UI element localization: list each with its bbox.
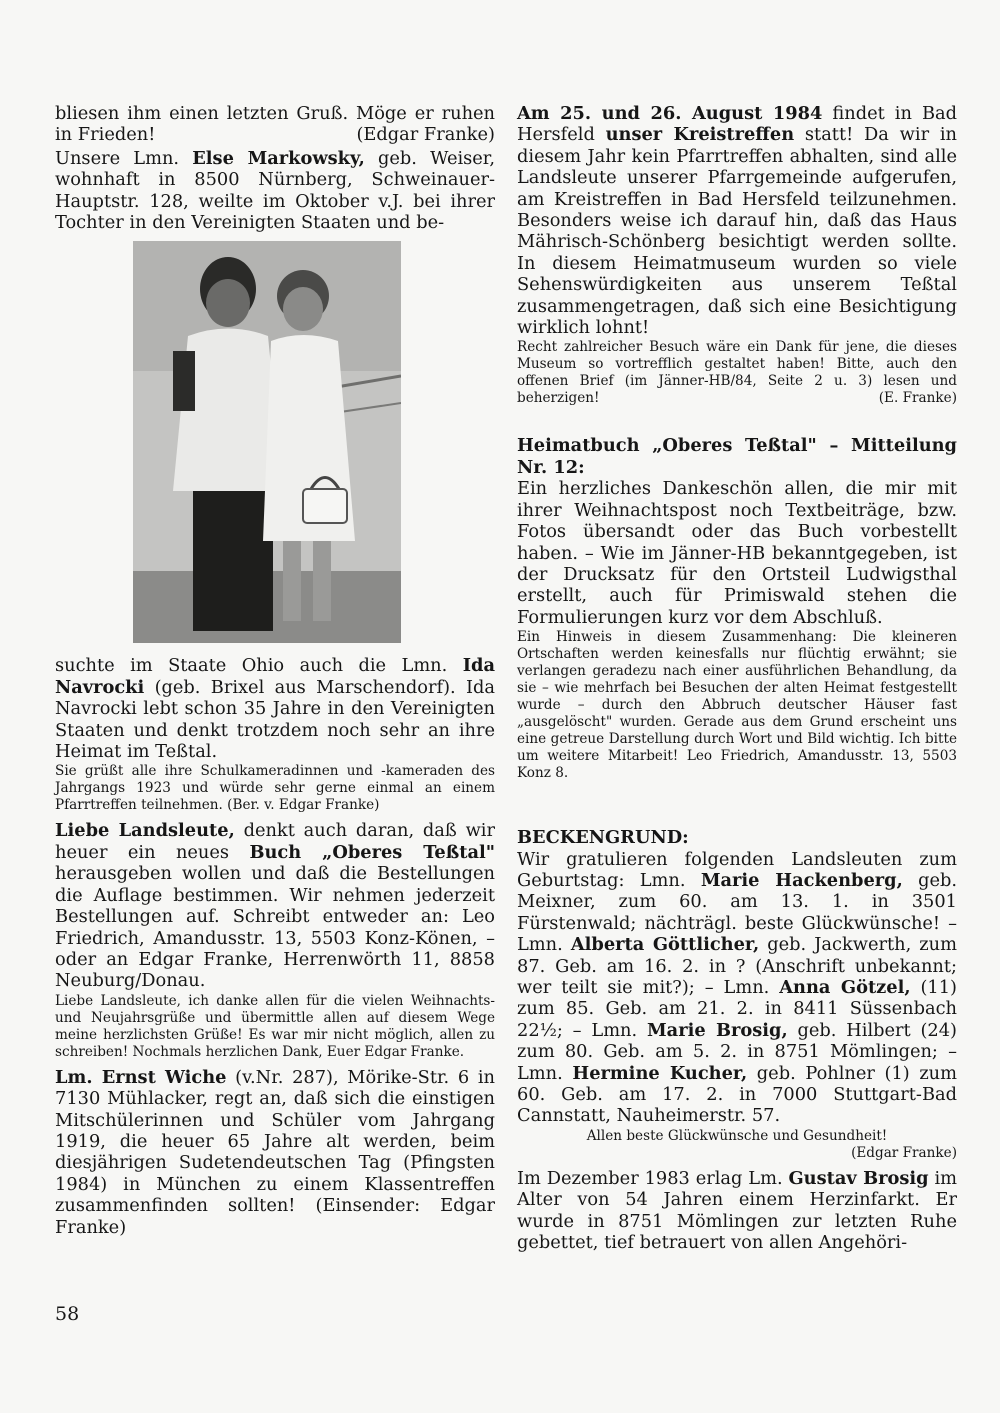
paragraph-thanks: Liebe Landsleute, ich danke allen für die vielen Weihnachts- und Neujahrsgrüße und übermittle allen auf diesem Wege meine herzlichsten Grüße! Es war mir nicht möglich, allen zu schreiben! Nochmals herzlichen Dank, Euer Edgar Franke. [55, 992, 495, 1060]
paragraph-birthdays [517, 849, 957, 1127]
text: denkt auch daran, daß wir heuer ein neues [55, 820, 495, 863]
event: unser Kreistreffen [605, 124, 795, 146]
text: geb. Jackwerth, zum 87. Geb. am 16. 2. in ? (Anschrift unbekannt; wer teilt sie mit?); – Lmn. [517, 934, 957, 998]
page-number: 58 [55, 1303, 80, 1325]
heading-beckengrund: BECKENGRUND: [517, 827, 689, 849]
person-name: Ida Navrocki [55, 655, 495, 698]
heading-heimatbuch: Heimatbuch „Oberes Teßtal" – Mitteilung Nr. 12: [517, 435, 957, 478]
text: (11) zum 85. Geb. am 21. 2. in 8411 Süssenbach 22½; – Lmn. [517, 976, 957, 1041]
person-name: Alberta Göttlicher, [570, 934, 760, 956]
lead: Liebe Landsleute, [55, 820, 235, 842]
signature: (Edgar Franke) [851, 1144, 957, 1161]
text: findet in Bad Hersfeld [517, 103, 957, 146]
paragraph-condolence [55, 103, 495, 146]
person-name: Anna Götzel, [779, 976, 911, 998]
person-name: Hermine Kucher, [572, 1062, 748, 1084]
text: Unsere Lmn. [55, 147, 193, 169]
paragraph-markowsky [55, 148, 495, 234]
paragraph-museum [517, 339, 957, 407]
text: im Alter von 54 Jahren einem Herzinfarkt. Er wurde in 8751 Mömlingen zur letzten Ruhe gebettet, tief betrauert von allen Angehöri- [517, 1167, 958, 1254]
text: (v.Nr. 287), Mörike-Str. 6 in 7130 Mühlacker, regt an, daß sich die einstigen Mitschülerinnen und Schüler vom Jahrgang 1919, die heuer 65 Jahre alt werden, beim diesjährigen Sudetendeutschen Tag (Pfingsten 1984) in München zu einem Klassentreffen zusammenfinden sollten! (Einsender: Edgar Franke) [55, 1066, 495, 1238]
person-name: Gustav Brosig [788, 1167, 929, 1189]
paragraph-kreistreffen [517, 103, 957, 338]
text: geb. Weiser, wohnhaft in 8500 Nürnberg, Schweinauer-Hauptstr. 128, weilte im Oktober v.J. bei ihrer Tochter in den Vereinigten Staaten und be- [55, 147, 495, 234]
person-name: Marie Hackenberg, [700, 869, 903, 891]
person-name: Else Markowsky, [192, 147, 365, 169]
paragraph-heimatbuch: Ein herzliches Dankeschön allen, die mir mit ihrer Weihnachtspost noch Textbeiträge, bzw. Fotos übersandt oder das Buch vorbestellt haben. – Wie im Jänner-HB bekanntgegeben, ist der Drucksatz für den Ortsteil Ludwigsthal erstellt, auch für Primiswald stehen die Formulierungen kurz vor dem Abschluß. [517, 478, 957, 628]
text: suchte im Staate Ohio auch die Lmn. [55, 655, 463, 677]
text: geb. Hilbert (24) zum 80. Geb. am 5. 2. in 8751 Mömlingen; – Lmn. [517, 1019, 957, 1084]
text: (geb. Brixel aus Marschendorf). Ida Navrocki lebt schon 35 Jahre in den Vereinigten Staaten und denkt trotzdem noch sehr an ihre Heimat im Teßtal. [55, 676, 495, 763]
text: statt! Da wir in diesem Jahr kein Pfarrtreffen abhalten, sind alle Landsleute unserer Pfarrgemeinde aufgerufen, am Kreistreffen in Bad Hersfeld teilzunehmen. Besonders weise ich darauf hin, daß das Haus Mährisch-Schönberg besichtigt werden sollte. In diesem Heimatmuseum wurden so viele Sehenswürdigkeiten aus unserem Teßtal zusammengetragen, daß sich eine Besichtigung wirklich lohnt! [517, 124, 958, 339]
paragraph-wishes: Allen beste Glückwünsche und Gesundheit! [586, 1127, 888, 1144]
text: geb. Meixner, zum 60. am 13. 1. in 3501 Fürstenwald; nächträgl. beste Glückwünsche! – Lmn. [517, 869, 958, 956]
paragraph-greeting: Sie grüßt alle ihre Schulkameradinnen und -kameraden des Jahrgangs 1923 und würde sehr gerne einmal an einem Pfarrtreffen teilnehmen. (Ber. v. Edgar Franke) [55, 763, 495, 814]
text: herausgeben wollen und daß die Bestellungen die Auflage bestimmen. Wir nehmen jederzeit Bestellungen auf. Schreibt entweder an: Leo Friedrich, Amandusstr. 13, 5503 Konz-Könen, – oder an Edgar Franke, Herrenwörth 11, 8858 Neuburg/Donau. [55, 863, 495, 992]
paragraph-wiche [55, 1067, 495, 1238]
paragraph-navrocki [55, 655, 495, 762]
book-title: Buch „Oberes Teßtal" [249, 841, 495, 863]
paragraph-book-order [55, 820, 495, 991]
left-column [55, 103, 495, 1238]
text: Wir gratulieren folgenden Landsleuten zum Geburtstag: Lmn. [517, 848, 957, 891]
photo-two-women [133, 241, 401, 643]
right-column [517, 103, 957, 1253]
signature: (E. Franke) [878, 390, 957, 407]
person-name: Marie Brosig, [647, 1019, 788, 1041]
signature: (Edgar Franke) [356, 124, 495, 146]
text: Recht zahlreicher Besuch wäre ein Dank für jene, die dieses Museum so vortrefflich gestaltet haben! Bitte, auch den offenen Brief (im Jänner-HB/84, Seite 2 u. 3) lesen und beherzigen! [517, 339, 957, 407]
paragraph-obituary [517, 1168, 957, 1254]
date: Am 25. und 26. August 1984 [517, 103, 823, 124]
person-name: Lm. Ernst Wiche [55, 1066, 227, 1088]
paragraph-hinweis: Ein Hinweis in diesem Zusammenhang: Die kleineren Ortschaften werden keinesfalls nur flüchtig erwähnt; sie verlangen geradezu nach einer ausführlichen Behandlung, da sie – wie mehrfach bei Besuchen der alten Heimat festgestellt wurde – durch den Abbruch deutscher Häuser fast „ausgelöscht" wurden. Gerade aus dem Grund erscheint uns eine getreue Darstellung durch Wort und Bild wichtig. Ich bitte um weitere Mitarbeit! Leo Friedrich, Amandusstr. 13, 5503 Konz 8. [517, 629, 957, 782]
text: Im Dezember 1983 erlag Lm. [517, 1167, 789, 1189]
text: geb. Pohlner (1) zum 60. Geb. am 17. 2. in 7000 Stuttgart-Bad Cannstatt, Nauheimerstr. 57. [517, 1062, 957, 1127]
text: bliesen ihm einen letzten Gruß. Möge er ruhen in Frieden! [55, 103, 495, 146]
